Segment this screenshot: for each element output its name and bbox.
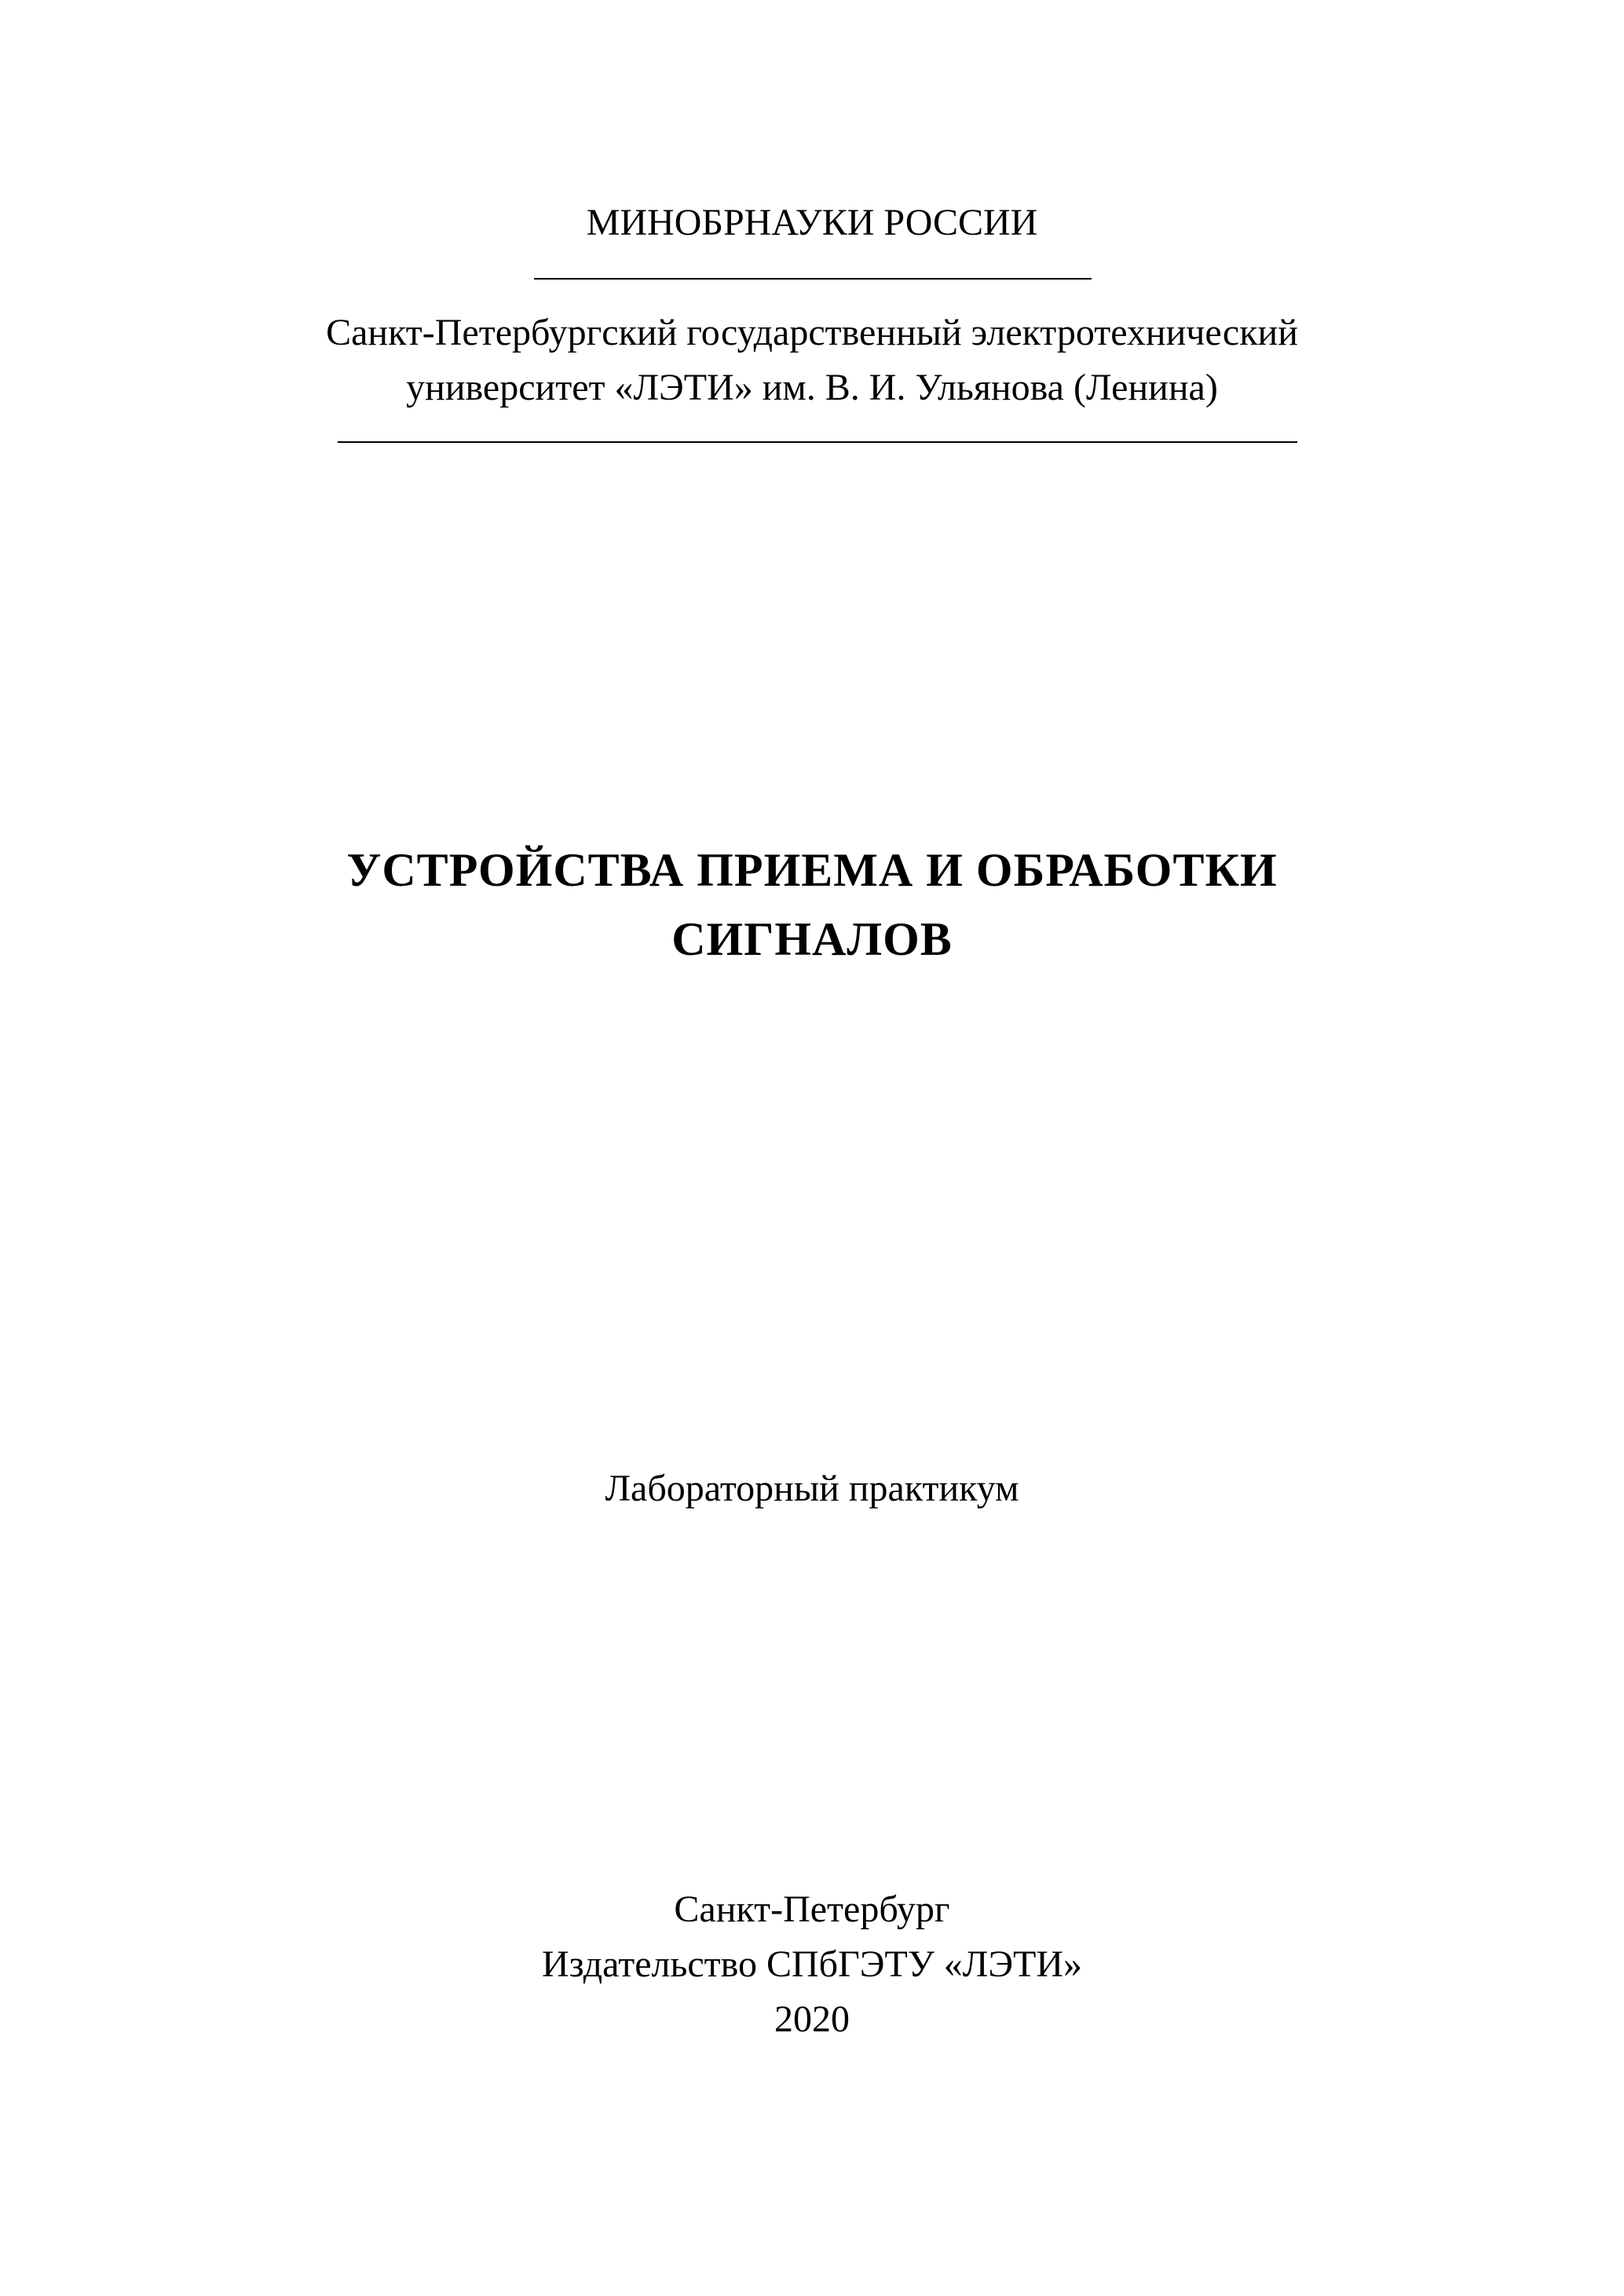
document-title-line-1: УСТРОЙСТВА ПРИЕМА И ОБРАБОТКИ [346, 844, 1278, 896]
university-divider [338, 441, 1297, 443]
imprint-publisher: Издательство СПбГЭТУ «ЛЭТИ» [541, 1943, 1083, 1985]
imprint-city: Санкт-Петербург [674, 1888, 950, 1930]
ministry-divider [534, 278, 1092, 280]
ministry-name: МИНОБРНАУКИ РОССИИ [586, 202, 1038, 243]
document-title-line-2: СИГНАЛОВ [671, 913, 953, 965]
university-name-line-1: Санкт-Петербургский государственный электротехнический [326, 312, 1298, 353]
university-name-line-2: университет «ЛЭТИ» им. В. И. Ульянова (Ленина) [406, 367, 1218, 408]
document-subtitle: Лабораторный практикум [605, 1468, 1019, 1509]
imprint-year: 2020 [774, 1998, 850, 2040]
